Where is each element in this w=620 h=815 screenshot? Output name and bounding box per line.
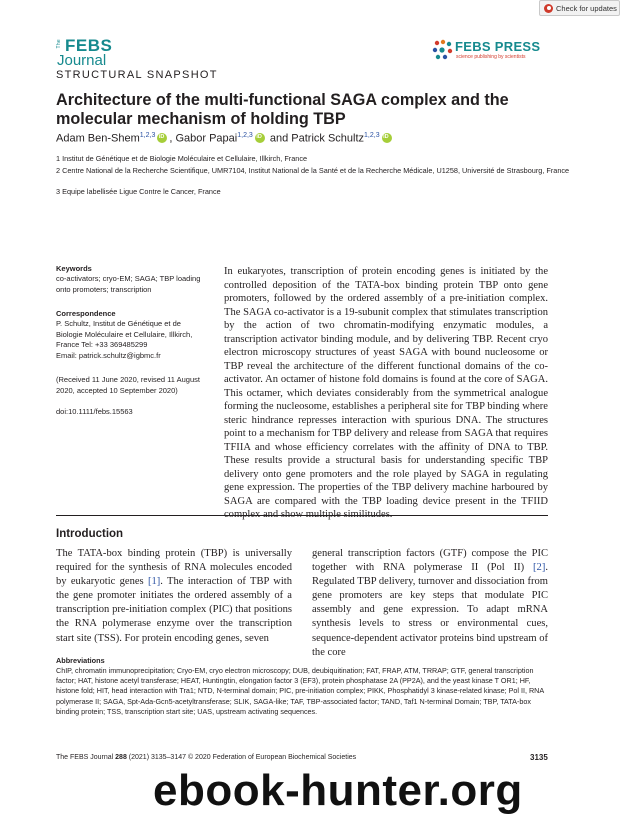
affiliation-2: 2 Centre National de la Recherche Scientifique, UMR7104, Institut National de la Santé et de la Recherche Médicale, U1258, Université de Strasbourg, France bbox=[56, 166, 570, 175]
correspondence-line: France Tel: +33 369485299 bbox=[56, 340, 148, 349]
page-number: 3135 bbox=[530, 753, 548, 762]
keywords-heading: Keywords bbox=[56, 264, 92, 273]
author-list bbox=[56, 132, 394, 145]
author-name: Gabor Papai bbox=[175, 132, 238, 145]
watermark-text: ebook-hunter.org bbox=[153, 766, 523, 815]
author-name: Adam Ben-Shem bbox=[56, 132, 140, 145]
correspondence-email[interactable]: Email: patrick.schultz@igbmc.fr bbox=[56, 350, 161, 360]
keywords-text: co-activators; cryo-EM; SAGA; TBP loading onto promoters; transcription bbox=[56, 274, 201, 294]
check-for-updates-label: Check for updates bbox=[556, 3, 617, 13]
orcid-icon[interactable] bbox=[157, 133, 167, 143]
logo-febs: FEBS bbox=[65, 36, 113, 55]
received-dates: (Received 11 June 2020, revised 11 August 2020, accepted 10 September 2020) bbox=[56, 375, 200, 395]
intro-text: . Regulated TBP delivery, turnover and dissociation from gene promoters are key steps that modulate PIC assembly and gene expression. To adapt mRNA synthesis levels to stress or environmental cues, sequence-dependent activator proteins bind upstream of the core bbox=[312, 562, 548, 658]
intro-text: The TATA-box binding protein (TBP) is universally required for the synthesis of RNA molecules encoded by eukaryotic genes bbox=[56, 548, 292, 588]
author-affiliation-sup: 1,2,3 bbox=[364, 132, 380, 139]
section-label: STRUCTURAL SNAPSHOT bbox=[56, 69, 218, 81]
crossmark-icon bbox=[544, 4, 553, 13]
orcid-icon[interactable] bbox=[255, 133, 265, 143]
section-divider bbox=[56, 515, 548, 516]
author-separator: , bbox=[169, 132, 176, 145]
affiliation-1: 1 Institut de Génétique et de Biologie Moléculaire et Cellulaire, Illkirch, France bbox=[56, 154, 308, 163]
abbreviations-text: ChIP, chromatin immunoprecipitation; Cryo-EM, cryo electron microscopy; DUB, deubiquitination; FAT, FRAP, ATM, TRRAP; GTF, general transcription factor; HAT, histone acetyl transferase; HEAT, Huntingtin, elongation factor 3 (EF3), protein phosphatase 2A (PP2A), and the yeast kinase T OR1; HF, histone fold; HIT, head interaction with Tra1; NTD, N-terminal domain; PIC, pre-initiation complex; PIKK, Phosphatidyl 3 kinase-related kinase; Pol II, RNA polymerase II; SAGA, Spt-Ada-Gcn5-acetyltransferase; SLIK, SAGA-like; TAF, TBP-associated factor; TAND, Taf1 N-terminal Domain; TBP, TATA-box binding protein; TSS, transcription start site; UAS, upstream activating sequences. bbox=[56, 666, 544, 716]
correspondence-text bbox=[56, 319, 216, 361]
footer-volume: 288 bbox=[115, 754, 127, 761]
affiliation-3: 3 Equipe labellisée Ligue Contre le Cancer, France bbox=[56, 187, 221, 196]
abbreviations-heading: Abbreviations bbox=[56, 656, 105, 665]
correspondence-line: P. Schultz, Institut de Génétique et de bbox=[56, 319, 181, 328]
press-name: FEBS PRESS bbox=[455, 39, 541, 54]
intro-text: . The interaction of TBP with the gene promoter initiates the ordered assembly of a transcription pre-initiation complex (PIC) that positions the RNA polymerase enzyme over the transcription start site (TSS). For protein encoding genes, seven bbox=[56, 576, 293, 644]
febs-press-dots-icon bbox=[432, 39, 454, 61]
abstract-text: In eukaryotes, transcription of protein encoding genes is initiated by the controlled deposition of the TATA-box binding protein TBP onto gene promoters, followed by the ordered assembly of a pre-initiation complex. The SAGA co-activator is a 19-subunit complex that stimulates transcription by the action of two chromatin-modifying enzymatic modules, a transcription activator binding module, and by delivering TBP. Recent cryo electron microscopy structures of yeast SAGA with bound nucleosome or TBP reveal the architecture of the different functional domains of the co-activator. An octamer of histone fold domains is found at the core of SAGA. This octamer, which deviates considerably from the symmetrical analogue forming the nucleosome, establishes a peripheral site for TBP binding where steric hindrance represses interaction with spurious DNA. The structures point to a mechanism for TBP delivery and release from SAGA that requires TFIIA and whose efficiency correlates with the affinity of DNA to TBP. These results provide a structural basis for understanding specific TBP delivery onto gene promoters and the role played by SAGA in regulating gene expression. The properties of the TBP delivery machine harboured by SAGA are compared with the TBP loading device present in the TFIID bbox=[224, 266, 548, 507]
reference-link[interactable]: [2] bbox=[533, 562, 546, 574]
orcid-icon[interactable] bbox=[382, 133, 392, 143]
reference-link[interactable]: [1] bbox=[147, 576, 161, 588]
intro-column-1 bbox=[56, 547, 292, 646]
doi-link[interactable]: doi:10.1111/febs.15563 bbox=[56, 407, 133, 416]
author-separator: and bbox=[266, 132, 292, 145]
intro-column-2 bbox=[312, 547, 548, 660]
check-for-updates-button[interactable] bbox=[539, 0, 620, 16]
footer-copyright: (2021) 3135–3147 © 2020 Federation of European Biochemical Societies bbox=[126, 754, 357, 761]
febs-press-logo bbox=[432, 39, 542, 65]
intro-text: general transcription factors (GTF) compose the PIC together with RNA polymerase II (Pol II) bbox=[312, 548, 548, 574]
article-title: Architecture of the multi-functional SAGA complex and the molecular mechanism of holding TBP bbox=[56, 91, 509, 128]
correspondence-line: Biologie Moléculaire et Cellulaire, Illkirch, bbox=[56, 329, 193, 339]
author-affiliation-sup: 1,2,3 bbox=[237, 132, 253, 139]
logo-journal: Journal bbox=[57, 52, 107, 69]
logo-the: The bbox=[56, 39, 62, 49]
press-tagline: science publishing by scientists bbox=[456, 54, 526, 60]
introduction-heading: Introduction bbox=[56, 528, 124, 540]
page-footer bbox=[56, 754, 356, 761]
correspondence-heading: Correspondence bbox=[56, 309, 116, 318]
footer-journal: The FEBS Journal bbox=[56, 754, 114, 761]
author-affiliation-sup: 1,2,3 bbox=[139, 132, 156, 139]
author-name: Patrick Schultz bbox=[291, 132, 365, 145]
